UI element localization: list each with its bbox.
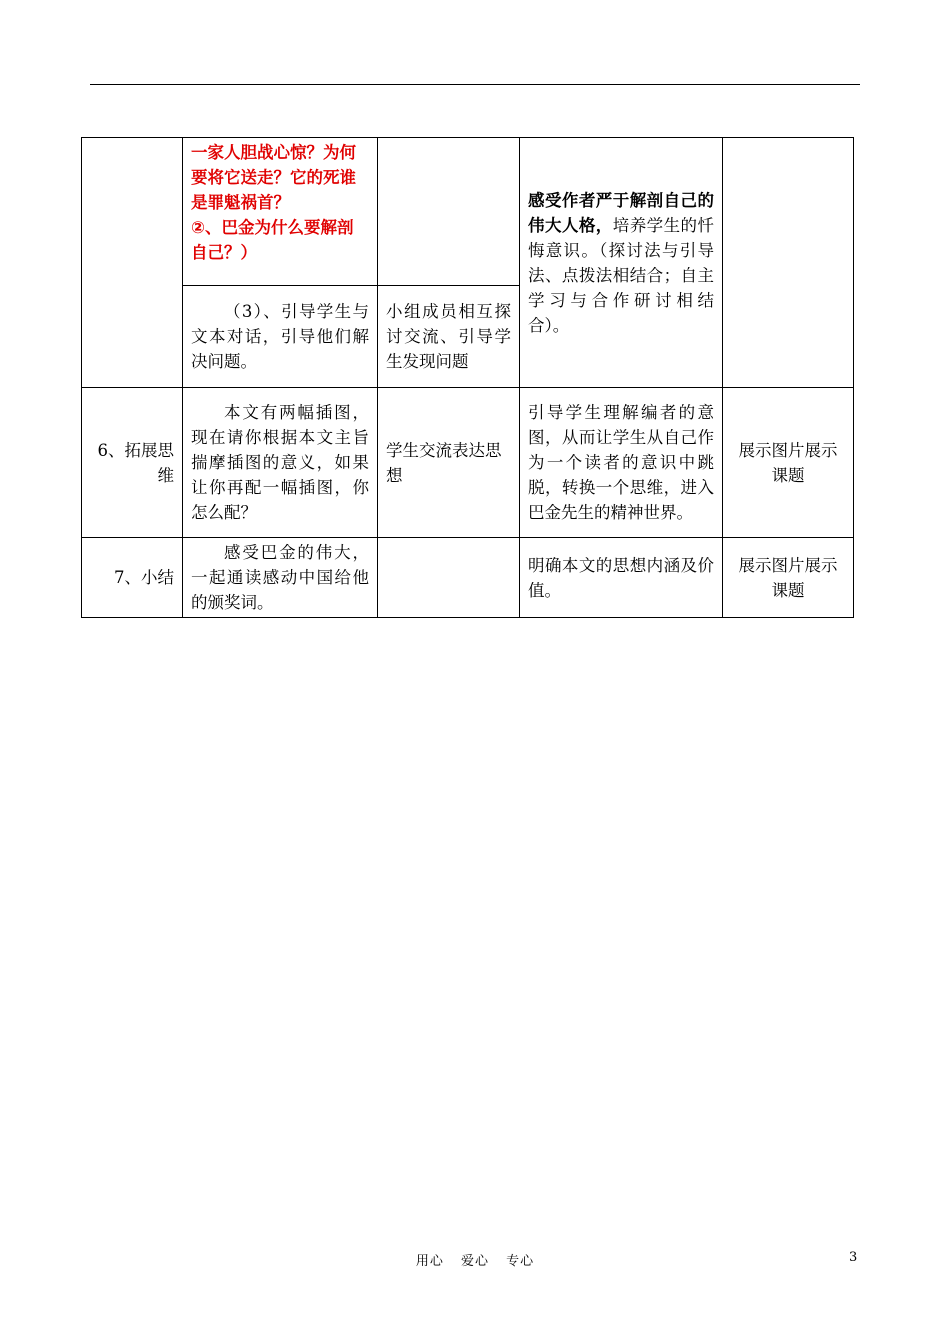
stage-cell: 6、拓展思维 <box>82 388 183 538</box>
student-cell: 小组成员相互探讨交流、引导学生发现问题 <box>378 286 520 388</box>
media-cell <box>723 138 854 388</box>
media-cell: 展示图片展示课题 <box>723 388 854 538</box>
objective-emphasis: 感受作者严于解剖自己的伟大人格， <box>528 190 714 235</box>
content-cell: 感受巴金的伟大，一起通读感动中国给他的颁奖词。 <box>183 538 378 618</box>
content-cell: 一家人胆战心惊？为何要将它送走？它的死谁是罪魁祸首？ ②、巴金为什么要解剖自己？） <box>183 138 378 286</box>
table-row <box>82 388 854 538</box>
stage-cell: 7、小结 <box>82 538 183 618</box>
lesson-plan-table <box>81 137 854 618</box>
footer-word: 用心 <box>415 1254 444 1269</box>
page-number: 3 <box>849 1250 858 1265</box>
footer-word: 专心 <box>506 1254 535 1269</box>
content-cell: 本文有两幅插图，现在请你根据本文主旨揣摩插图的意义，如果让你再配一幅插图，你怎么配？ <box>183 388 378 538</box>
stage-cell <box>82 138 183 388</box>
content-cell: （3）、引导学生与文本对话，引导他们解决问题。 <box>183 286 378 388</box>
media-cell: 展示图片展示课题 <box>723 538 854 618</box>
footer-motto <box>0 1250 950 1269</box>
objective-cell: 明确本文的思想内涵及价值。 <box>520 538 723 618</box>
student-cell <box>378 138 520 286</box>
objective-cell: 引导学生理解编者的意图，从而让学生从自己作为一个读者的意识中跳脱，转换一个思维，进入巴金先生的精神世界。 <box>520 388 723 538</box>
table-row <box>82 538 854 618</box>
objective-cell <box>520 138 723 388</box>
student-cell: 学生交流表达思想 <box>378 388 520 538</box>
student-cell <box>378 538 520 618</box>
footer-word: 爱心 <box>460 1254 489 1269</box>
objective-text: 培养学生的忏悔意识。（探讨法与引导法、点拨法相结合；自主学习与合作研讨相结合）。 <box>528 215 715 335</box>
header-rule <box>90 84 860 85</box>
table-row <box>82 138 854 286</box>
